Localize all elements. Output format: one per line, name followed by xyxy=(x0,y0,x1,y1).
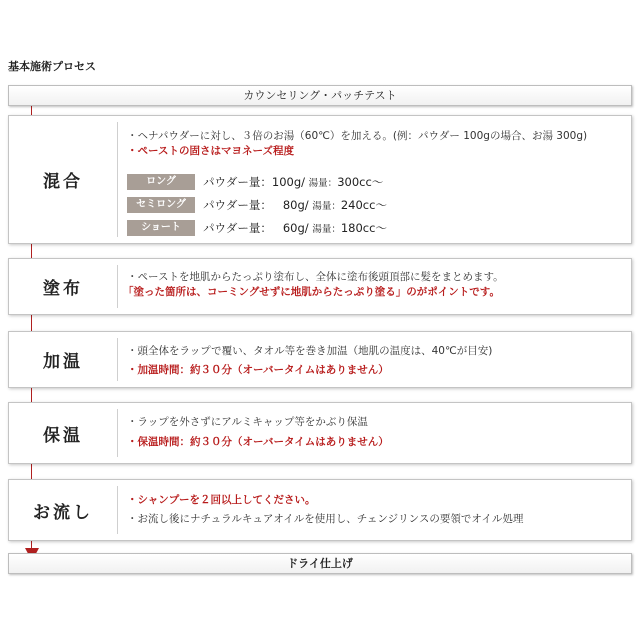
quantity-row-long xyxy=(127,173,627,191)
step-label: 混合 xyxy=(43,172,83,192)
divider xyxy=(117,409,118,457)
divider xyxy=(117,486,118,534)
quantity-text: パウダー量：100g/ 湯量：300cc～ xyxy=(203,175,384,189)
step-text-emphasis: ・シャンプーを２回以上してください。 xyxy=(127,494,316,506)
divider xyxy=(117,338,118,381)
step-text-emphasis: 「塗った箇所は、コーミングせずに地肌からたっぷり塗る」のがポイントです。 xyxy=(123,286,500,298)
divider xyxy=(117,122,118,237)
step-text-emphasis: ・保温時間：約３０分（オーバータイムはありません） xyxy=(127,436,389,448)
quantity-text: パウダー量： 80g/ 湯量：240cc～ xyxy=(203,198,387,212)
divider xyxy=(117,265,118,308)
quantity-row-semilong xyxy=(127,196,627,214)
step-label: お流し xyxy=(33,502,93,523)
length-tag: セミロング xyxy=(127,197,195,213)
step-body xyxy=(127,344,627,378)
step-text-emphasis: ・ペーストの固さはマヨネーズ程度 xyxy=(127,145,294,157)
step-label: 塗布 xyxy=(43,279,83,299)
page-title: 基本施術プロセス xyxy=(8,60,96,73)
step-text: ・ペーストを地肌からたっぷり塗布し、全体に塗布後頭頂部に髪をまとめます。 xyxy=(127,271,504,283)
quantity-text: パウダー量： 60g/ 湯量：180cc～ xyxy=(203,221,387,235)
step-label: 保温 xyxy=(43,425,83,446)
step-heating xyxy=(8,331,632,388)
step-mixing xyxy=(8,115,632,244)
step-text: ・ラップを外さずにアルミキャップ等をかぶり保温 xyxy=(127,416,368,428)
step-body xyxy=(127,493,627,527)
step-text: ・ヘナパウダーに対し、３倍のお湯（60℃）を加える。(例：パウダー 100gの場合、お湯 300g) xyxy=(127,130,588,142)
step-bar-dry-finish: ドライ仕上げ xyxy=(8,553,632,574)
step-bar-counseling: カウンセリング・パッチテスト xyxy=(8,85,632,106)
quantity-row-short xyxy=(127,219,627,237)
step-body xyxy=(127,415,627,450)
step-application xyxy=(8,258,632,315)
step-text: ・頭全体をラップで覆い、タオル等を巻き加温（地肌の温度は、40℃が目安) xyxy=(127,345,493,357)
step-body xyxy=(123,270,627,300)
step-text-emphasis: ・加温時間：約３０分（オーバータイムはありません） xyxy=(127,364,389,376)
step-insulation xyxy=(8,402,632,464)
step-text: ・お流し後にナチュラルキュアオイルを使用し、チェンジリンスの要領でオイル処理 xyxy=(127,513,524,525)
step-body xyxy=(127,129,627,237)
length-tag: ロング xyxy=(127,174,195,190)
step-label: 加温 xyxy=(43,352,83,372)
length-tag: ショート xyxy=(127,220,195,236)
step-rinse xyxy=(8,479,632,541)
